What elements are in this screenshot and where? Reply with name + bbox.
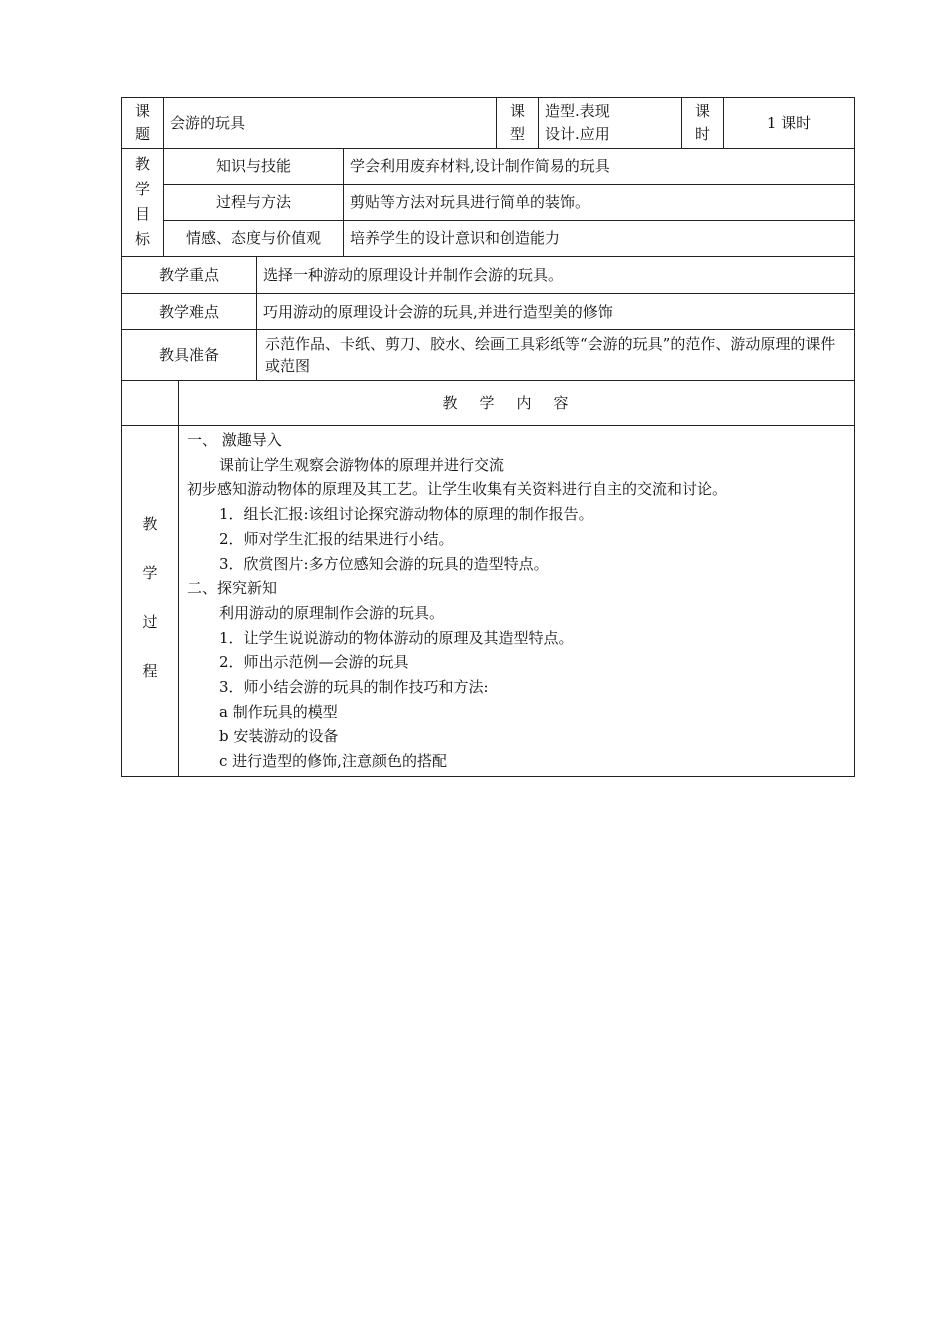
details-table bbox=[121, 257, 855, 382]
objective-name: 知识与技能 bbox=[164, 149, 344, 184]
process-label-char: 程 bbox=[142, 662, 158, 680]
objective-value: 剪贴等方法对玩具进行简单的装饰。 bbox=[344, 184, 855, 220]
difficulty-label: 教学难点 bbox=[122, 294, 257, 330]
process-label-char: 学 bbox=[142, 564, 158, 582]
process-line: 初步感知游动物体的原理及其工艺。让学生收集有关资料进行自主的交流和讨论。 bbox=[187, 480, 728, 499]
process-line: 2．师对学生汇报的结果进行小结。 bbox=[219, 529, 454, 548]
process-line: 3．欣赏图片:多方位感知会游的玩具的造型特点。 bbox=[219, 554, 549, 573]
hours-value: 1 课时 bbox=[724, 98, 855, 149]
content-table bbox=[121, 381, 855, 777]
difficulty-value: 巧用游动的原理设计会游的玩具,并进行造型美的修饰 bbox=[257, 294, 855, 330]
materials-label: 教具准备 bbox=[122, 330, 257, 381]
process-line: 2．师出示范例—会游的玩具 bbox=[219, 653, 409, 672]
process-label bbox=[122, 426, 179, 777]
process-line: a 制作玩具的模型 bbox=[219, 702, 338, 721]
lesson-plan bbox=[121, 97, 854, 777]
type-value-line2: 设计.应用 bbox=[545, 125, 610, 143]
process-line: b 安装游动的设备 bbox=[219, 727, 339, 746]
objectives-table bbox=[121, 149, 855, 257]
content-header: 教学内容 bbox=[179, 381, 855, 426]
topic-label: 课题 bbox=[122, 98, 164, 149]
process-content bbox=[179, 426, 855, 777]
process-line: c 进行造型的修饰,注意颜色的搭配 bbox=[219, 752, 447, 771]
process-label-char: 教 bbox=[142, 515, 158, 533]
type-label: 课型 bbox=[497, 98, 539, 149]
process-line: 1．组长汇报:该组讨论探究游动物体的原理的制作报告。 bbox=[219, 505, 594, 524]
process-line: 1．让学生说说游动的物体游动的原理及其造型特点。 bbox=[219, 628, 574, 647]
objective-name: 情感、态度与价值观 bbox=[164, 220, 344, 256]
objective-name: 过程与方法 bbox=[164, 184, 344, 220]
objective-value: 培养学生的设计意识和创造能力 bbox=[344, 220, 855, 256]
content-header-spacer bbox=[122, 381, 179, 426]
header-table bbox=[121, 97, 855, 149]
type-value-line1: 造型.表现 bbox=[545, 102, 610, 120]
process-line: 一、 激趣导入 bbox=[187, 431, 282, 449]
objective-value: 学会利用废弃材料,设计制作简易的玩具 bbox=[344, 149, 855, 184]
process-line: 二、探究新知 bbox=[187, 579, 278, 598]
type-value bbox=[539, 98, 682, 149]
hours-label: 课时 bbox=[682, 98, 724, 149]
materials-value: 示范作品、卡纸、剪刀、胶水、绘画工具彩纸等“会游的玩具”的范作、游动原理的课件或范图 bbox=[257, 330, 855, 381]
key-point-value: 选择一种游动的原理设计并制作会游的玩具。 bbox=[257, 257, 855, 294]
key-point-label: 教学重点 bbox=[122, 257, 257, 294]
process-line: 3．师小结会游的玩具的制作技巧和方法: bbox=[219, 678, 489, 697]
process-line: 利用游动的原理制作会游的玩具。 bbox=[219, 603, 445, 622]
topic-value: 会游的玩具 bbox=[164, 98, 497, 149]
process-label-char: 过 bbox=[142, 613, 158, 631]
process-line: 课前让学生观察会游物体的原理并进行交流 bbox=[219, 455, 505, 474]
objectives-label: 教学目标 bbox=[122, 149, 164, 256]
